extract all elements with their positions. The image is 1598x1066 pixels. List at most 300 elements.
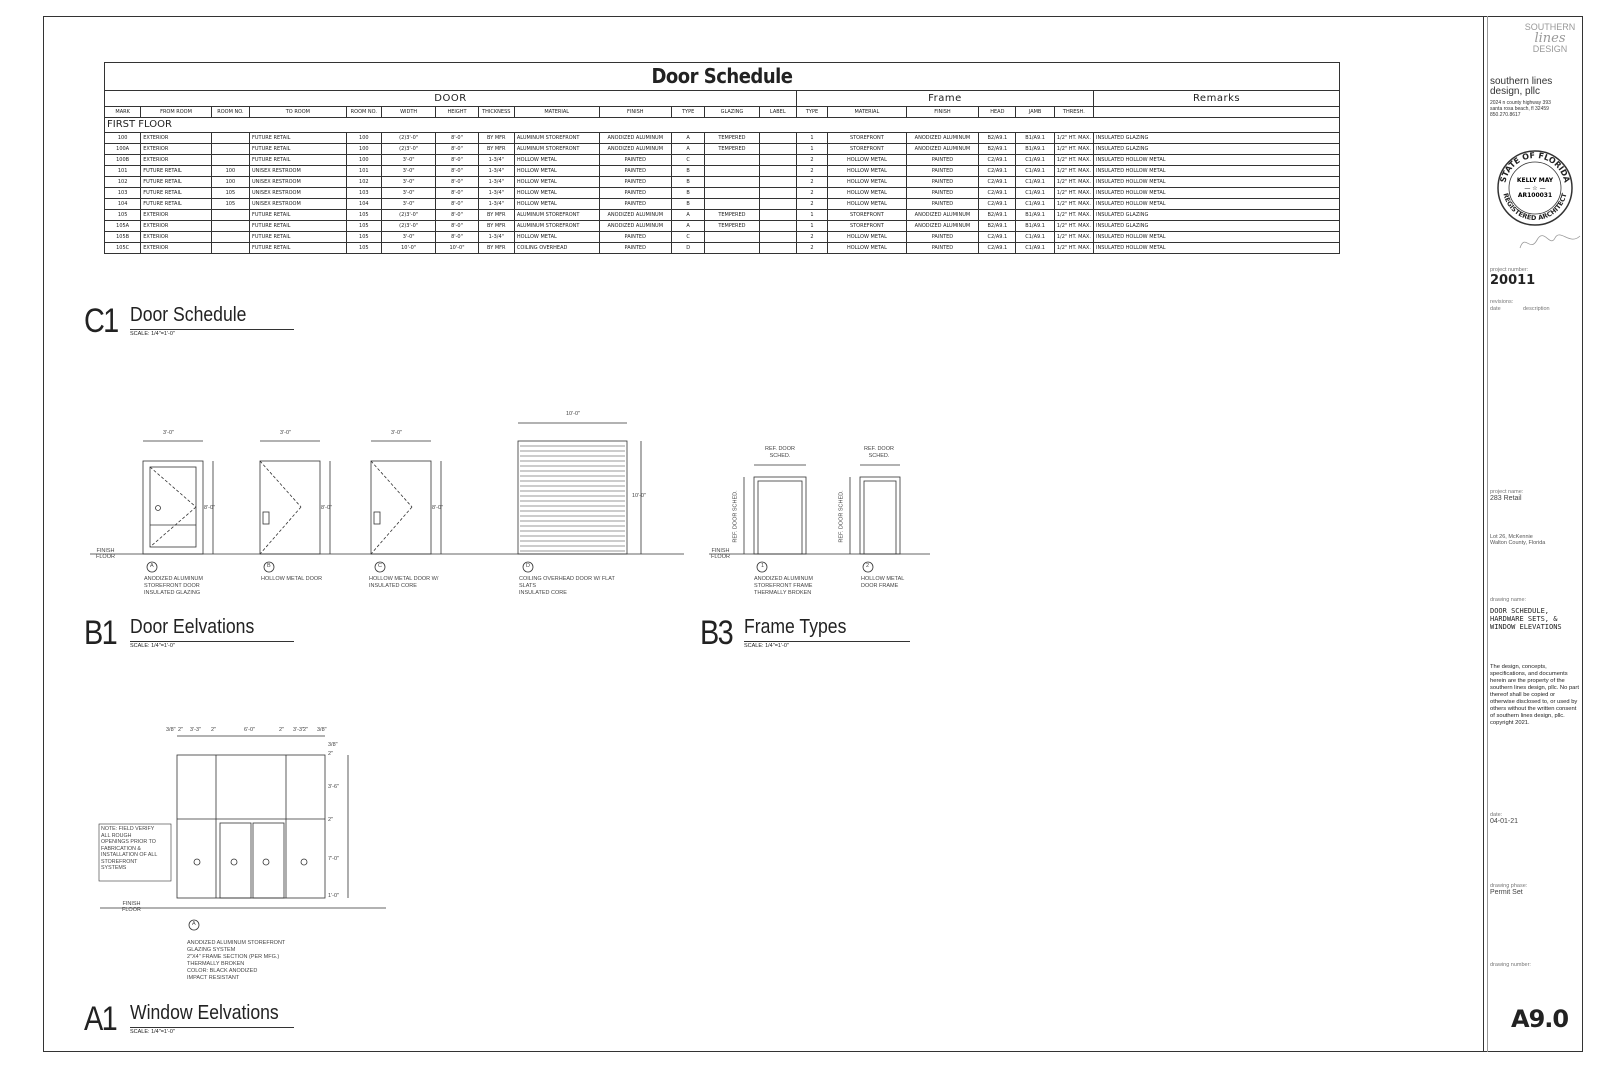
table-cell: 1/2" HT. MAX. [1054, 133, 1093, 144]
table-cell: 2 [796, 155, 827, 166]
firm-name [1490, 77, 1552, 97]
table-cell: 105B [105, 232, 141, 243]
drawing-scale: SCALE: 1/4"=1'-0" [744, 643, 789, 649]
table-cell: C1/A9.1 [1016, 243, 1054, 254]
table-cell: C1/A9.1 [1016, 232, 1054, 243]
window-description: ANODIZED ALUMINUM STOREFRONT GLAZING SYSTEM 2"X4" FRAME SECTION (PER MFG.) THERMALLY BROKEN COLOR: BLACK ANODIZED IMPACT RESISTANT [187, 940, 286, 981]
table-cell: 1/2" HT. MAX. [1054, 199, 1093, 210]
table-cell: 2 [796, 188, 827, 199]
table-cell: FUTURE RETAIL [250, 221, 347, 232]
table-cell: B1/A9.1 [1016, 221, 1054, 232]
column-header: MARK [105, 107, 141, 118]
drawing-name-line-2: HARDWARE SETS, & [1490, 615, 1558, 623]
table-cell: 8'-0" [436, 155, 478, 166]
table-cell: B [672, 199, 705, 210]
table-cell: 3'-0" [381, 177, 435, 188]
project-name: 283 Retail [1490, 495, 1522, 502]
window-side-dimension: 2" [328, 817, 334, 823]
table-cell: 104 [105, 199, 141, 210]
table-cell: PAINTED [906, 166, 979, 177]
table-cell: 8'-0" [436, 188, 478, 199]
frame-2-side-ref: REF. DOOR SCHED. [838, 490, 845, 543]
column-header: MATERIAL [828, 107, 907, 118]
group-door: DOOR [105, 91, 797, 107]
seal-stars: — ☆ — [1524, 185, 1546, 192]
table-cell: ANODIZED ALUMINUM [599, 221, 672, 232]
table-cell: 1-3/4" [478, 166, 514, 177]
logo-line-3: DESIGN [1532, 44, 1568, 54]
drawing-scale: SCALE: 1/4"=1'-0" [130, 643, 175, 649]
table-cell: FUTURE RETAIL [250, 210, 347, 221]
phase-value: Permit Set [1490, 889, 1523, 896]
project-number: 20011 [1490, 273, 1536, 288]
table-cell: UNISEX RESTROOM [250, 188, 347, 199]
column-header: THRESH. [1054, 107, 1093, 118]
table-cell: C1/A9.1 [1016, 177, 1054, 188]
window-side-dimension: 3/8" [328, 742, 338, 748]
table-cell: 8'-0" [436, 232, 478, 243]
drawing-name: Frame Types [744, 616, 847, 638]
copyright-notice: The design, concepts, specifications, and documents herein are the property of the southern lines design, pllc. No part thereof shall be copied or otherwise disclosed to, or used by others without the written consent of southern lines design, pllc. copyright 2021. [1490, 664, 1579, 726]
table-cell: INSULATED GLAZING [1094, 133, 1340, 144]
table-cell: 2 [796, 243, 827, 254]
window-top-dimension: 2" [279, 727, 285, 733]
column-header: FINISH [906, 107, 979, 118]
table-cell: C [672, 232, 705, 243]
table-cell: 102 [346, 177, 381, 188]
firm-name-line-1: southern lines [1490, 76, 1553, 87]
table-cell: (2)3'-0" [381, 221, 435, 232]
table-cell: EXTERIOR [141, 221, 212, 232]
table-cell: PAINTED [599, 199, 672, 210]
table-cell: ALUMINUM STOREFRONT [514, 210, 599, 221]
table-cell: 1/2" HT. MAX. [1054, 243, 1093, 254]
window-top-dimension: 3/8" [317, 727, 327, 733]
table-cell: TEMPERED [705, 221, 759, 232]
project-number-block [1490, 267, 1535, 288]
column-header: WIDTH [381, 107, 435, 118]
table-cell: PAINTED [906, 199, 979, 210]
table-cell: INSULATED HOLLOW METAL [1094, 232, 1340, 243]
table-cell: C2/A9.1 [979, 199, 1016, 210]
seal-number: AR100031 [1517, 192, 1553, 199]
frame-2-tag: 2 [866, 563, 870, 569]
frame-1-ref: REF. DOOR SCHED. [765, 446, 795, 459]
table-cell: 2 [796, 232, 827, 243]
drawing-name: Door Schedule [130, 304, 247, 326]
table-cell: ANODIZED ALUMINUM [906, 210, 979, 221]
table-cell: HOLLOW METAL [514, 232, 599, 243]
door-a-description: ANODIZED ALUMINUM STOREFRONT DOOR INSULATED GLAZING [144, 576, 203, 596]
drawing-name: Door Eelvations [130, 616, 255, 638]
table-cell: PAINTED [906, 155, 979, 166]
table-cell: FUTURE RETAIL [141, 177, 212, 188]
table-cell: A [672, 133, 705, 144]
table-cell: C2/A9.1 [979, 188, 1016, 199]
window-side-dimension: 2" [328, 751, 334, 757]
table-cell: B [672, 177, 705, 188]
window-top-dimension: 3'-3" [293, 727, 304, 733]
table-cell: PAINTED [599, 232, 672, 243]
door-d-outline [518, 441, 627, 554]
column-header: ROOM NO. [346, 107, 381, 118]
table-cell: C1/A9.1 [1016, 188, 1054, 199]
table-cell: HOLLOW METAL [828, 166, 907, 177]
drawing-scale: SCALE: 1/4"=1'-0" [130, 1029, 175, 1035]
frame-2-outline [860, 477, 900, 554]
location-line-1: Lot 26, McKennie [1490, 534, 1533, 540]
door-d-description: COILING OVERHEAD DOOR W/ FLAT SLATS INSULATED CORE [519, 576, 615, 596]
door-a-width: 3'-0" [163, 430, 174, 436]
table-cell: 8'-0" [436, 177, 478, 188]
table-cell: 100 [211, 166, 249, 177]
location-line-2: Walton County, Florida [1490, 540, 1546, 546]
table-cell: BY MFR [478, 210, 514, 221]
revisions-description-col: description [1523, 306, 1550, 312]
table-cell: 3'-0" [381, 166, 435, 177]
table-cell: 2 [796, 199, 827, 210]
frame-1-outline [754, 477, 806, 554]
table-cell: 100B [105, 155, 141, 166]
table-cell: (2)3'-0" [381, 133, 435, 144]
table-cell: 1-3/4" [478, 199, 514, 210]
table-cell: 1/2" HT. MAX. [1054, 210, 1093, 221]
table-cell: 1 [796, 210, 827, 221]
table-cell: EXTERIOR [141, 243, 212, 254]
window-tag: A [192, 921, 196, 927]
column-header: FINISH [599, 107, 672, 118]
table-cell: (2)3'-0" [381, 144, 435, 155]
group-frame: Frame [796, 91, 1093, 107]
table-cell: 105 [211, 199, 249, 210]
table-cell: INSULATED HOLLOW METAL [1094, 188, 1340, 199]
table-cell: 1-3/4" [478, 155, 514, 166]
table-cell: HOLLOW METAL [828, 177, 907, 188]
frame-1-tag: 1 [761, 563, 765, 569]
column-header: TYPE [796, 107, 827, 118]
table-cell: 1/2" HT. MAX. [1054, 155, 1093, 166]
table-cell: FUTURE RETAIL [250, 155, 347, 166]
table-cell: B [672, 166, 705, 177]
drawing-code: C1 [84, 302, 118, 340]
drawing-scale: SCALE: 1/4"=1'-0" [130, 331, 175, 337]
sheet-number: A9.0 [1511, 1005, 1569, 1033]
table-cell: 8'-0" [436, 210, 478, 221]
table-cell: FUTURE RETAIL [141, 188, 212, 199]
table-cell: 2 [796, 177, 827, 188]
table-cell: 1/2" HT. MAX. [1054, 166, 1093, 177]
table-cell: D [672, 243, 705, 254]
date-block [1490, 812, 1518, 825]
table-cell: STOREFRONT [828, 133, 907, 144]
door-b-tag: B [267, 563, 271, 569]
column-header: GLAZING [705, 107, 759, 118]
table-cell: PAINTED [906, 188, 979, 199]
table-cell: TEMPERED [705, 210, 759, 221]
table-cell: 105 [346, 221, 381, 232]
seal-top-text: STATE OF FLORIDA [1498, 150, 1572, 184]
drawing-name-block [1490, 597, 1562, 631]
firm-name-line-2: design, pllc [1490, 86, 1541, 97]
finish-floor-label-window: FINISH FLOOR [122, 901, 141, 913]
table-cell: FUTURE RETAIL [250, 232, 347, 243]
door-d-height: 10'-0" [632, 493, 647, 499]
table-cell: C2/A9.1 [979, 177, 1016, 188]
drawing-code: B3 [700, 614, 732, 652]
table-cell: HOLLOW METAL [828, 243, 907, 254]
firm-address [1490, 100, 1551, 118]
column-header: MATERIAL [514, 107, 599, 118]
table-cell: 1/2" HT. MAX. [1054, 144, 1093, 155]
frame-2-description: HOLLOW METAL DOOR FRAME [861, 576, 905, 589]
column-header: ROOM NO. [211, 107, 249, 118]
table-cell: UNISEX RESTROOM [250, 177, 347, 188]
table-cell: 10'-0" [381, 243, 435, 254]
address-phone: 850.270.8617 [1490, 112, 1521, 118]
project-name-label: project name: [1490, 489, 1524, 495]
table-cell: HOLLOW METAL [828, 188, 907, 199]
table-cell: ANODIZED ALUMINUM [599, 144, 672, 155]
table-cell: STOREFRONT [828, 144, 907, 155]
door-a-handle [156, 506, 161, 511]
drawing-name: Window Eelvations [130, 1002, 279, 1024]
table-cell: EXTERIOR [141, 210, 212, 221]
table-cell: UNISEX RESTROOM [250, 199, 347, 210]
door-c-description: HOLLOW METAL DOOR W/ INSULATED CORE [369, 576, 439, 589]
project-number-label: project number: [1490, 267, 1529, 273]
table-cell: 1-3/4" [478, 177, 514, 188]
logo-line-2: lines [1534, 31, 1566, 46]
table-cell: B1/A9.1 [1016, 210, 1054, 221]
table-cell: 8'-0" [436, 166, 478, 177]
table-cell: A [672, 210, 705, 221]
table-cell: PAINTED [906, 177, 979, 188]
address-line-1: 2024 n county highway 393 [1490, 100, 1551, 106]
table-cell: 105C [105, 243, 141, 254]
date-value: 04-01-21 [1490, 818, 1519, 825]
door-a-height: 8'-0" [204, 505, 215, 511]
table-cell: 1-3/4" [478, 232, 514, 243]
table-cell: ANODIZED ALUMINUM [906, 221, 979, 232]
schedule-title: Door Schedule [105, 63, 1340, 91]
column-header: HEAD [979, 107, 1016, 118]
table-cell: PAINTED [599, 243, 672, 254]
table-cell: INSULATED HOLLOW METAL [1094, 166, 1340, 177]
window-side-dimension: 1'-0" [328, 893, 339, 899]
table-cell: 3'-0" [381, 199, 435, 210]
table-cell: 100 [346, 155, 381, 166]
door-c-width: 3'-0" [391, 430, 402, 436]
table-cell: 105 [346, 210, 381, 221]
table-cell: HOLLOW METAL [514, 166, 599, 177]
table-cell: 105 [211, 188, 249, 199]
door-a-outline [143, 461, 203, 554]
architect-signature [1515, 228, 1585, 258]
seal-bottom-text: REGISTERED ARCHITECT [1501, 192, 1569, 223]
table-cell: C [672, 155, 705, 166]
revisions-date-col: date [1490, 306, 1501, 312]
table-cell: 8'-0" [436, 199, 478, 210]
table-cell: ANODIZED ALUMINUM [906, 144, 979, 155]
table-cell: INSULATED HOLLOW METAL [1094, 155, 1340, 166]
table-cell: 102 [105, 177, 141, 188]
group-remarks: Remarks [1094, 91, 1340, 107]
table-cell: 8'-0" [436, 144, 478, 155]
drawing-number-label: drawing number: [1490, 962, 1531, 968]
column-header: JAMB [1016, 107, 1054, 118]
table-cell: 10'-0" [436, 243, 478, 254]
date-label: date: [1490, 812, 1503, 818]
table-cell: B1/A9.1 [1016, 133, 1054, 144]
column-header: LABEL [759, 107, 796, 118]
table-cell: STOREFRONT [828, 210, 907, 221]
architect-seal [1495, 148, 1575, 228]
revisions-label: revisions: [1490, 299, 1514, 305]
seal-name: KELLY MAY [1516, 177, 1554, 184]
table-cell: ANODIZED ALUMINUM [906, 133, 979, 144]
table-cell: 1/2" HT. MAX. [1054, 232, 1093, 243]
project-name-block [1490, 489, 1523, 502]
finish-floor-label-frames: FINISH FLOOR [711, 548, 730, 560]
table-cell: TEMPERED [705, 133, 759, 144]
window-side-dimension: 7'-0" [328, 856, 339, 862]
table-cell: COILING OVERHEAD [514, 243, 599, 254]
table-cell: BY MFR [478, 243, 514, 254]
door-d-tag: D [526, 563, 530, 569]
table-cell: C2/A9.1 [979, 166, 1016, 177]
table-cell: INSULATED GLAZING [1094, 210, 1340, 221]
table-cell: TEMPERED [705, 144, 759, 155]
door-d-width: 10'-0" [566, 411, 581, 417]
table-cell: B2/A9.1 [979, 221, 1016, 232]
table-cell: BY MFR [478, 144, 514, 155]
frame-1-side-ref: REF. DOOR SCHED. [732, 490, 739, 543]
drawing-code: A1 [84, 1000, 116, 1038]
finish-floor-label: FINISH FLOOR [96, 548, 115, 560]
door-c-tag: C [378, 563, 382, 569]
drawing-name-text [1490, 607, 1562, 631]
table-cell: PAINTED [599, 177, 672, 188]
table-cell: 101 [346, 166, 381, 177]
table-cell: UNISEX RESTROOM [250, 166, 347, 177]
table-cell: INSULATED GLAZING [1094, 221, 1340, 232]
table-cell: 103 [346, 188, 381, 199]
window-top-dimension: 3/8" [166, 727, 176, 733]
table-cell: 100A [105, 144, 141, 155]
table-cell: 3'-0" [381, 155, 435, 166]
table-cell: STOREFRONT [828, 221, 907, 232]
table-cell: FUTURE RETAIL [250, 144, 347, 155]
table-cell: 100 [105, 133, 141, 144]
table-cell: 1 [796, 133, 827, 144]
address-line-2: santa rosa beach, fl 32459 [1490, 106, 1549, 112]
table-cell: (2)3'-0" [381, 210, 435, 221]
window-top-dimension: 3'-3" [190, 727, 201, 733]
table-cell: 1 [796, 144, 827, 155]
table-cell: HOLLOW METAL [514, 155, 599, 166]
table-cell: PAINTED [599, 166, 672, 177]
table-cell: ANODIZED ALUMINUM [599, 210, 672, 221]
door-c-height: 8'-0" [432, 505, 443, 511]
table-cell: PAINTED [906, 232, 979, 243]
table-cell: 8'-0" [436, 221, 478, 232]
column-header: TYPE [672, 107, 705, 118]
window-note: NOTE: FIELD VERIFY ALL ROUGH OPENINGS PRIOR TO FABRICATION & INSTALLATION OF ALL STOREFRONT SYSTEMS [101, 826, 158, 871]
drawing-code: B1 [84, 614, 116, 652]
firm-logo [1510, 22, 1590, 55]
table-cell: EXTERIOR [141, 155, 212, 166]
table-cell: 2 [796, 166, 827, 177]
table-cell: 100 [211, 177, 249, 188]
table-cell: FUTURE RETAIL [141, 199, 212, 210]
table-cell: PAINTED [599, 155, 672, 166]
table-cell: EXTERIOR [141, 144, 212, 155]
drawing-name-line-3: WINDOW ELEVATIONS [1490, 623, 1562, 631]
table-cell: 1/2" HT. MAX. [1054, 177, 1093, 188]
window-top-dimension: 2" [178, 727, 184, 733]
table-cell: PAINTED [906, 243, 979, 254]
table-cell: ALUMINUM STOREFRONT [514, 144, 599, 155]
table-cell: 1 [796, 221, 827, 232]
table-cell: ALUMINUM STOREFRONT [514, 221, 599, 232]
revisions-block [1490, 299, 1550, 312]
frame-1-description: ANODIZED ALUMINUM STOREFRONT FRAME THERMALLY BROKEN [754, 576, 813, 596]
table-cell: PAINTED [599, 188, 672, 199]
table-cell: HOLLOW METAL [828, 155, 907, 166]
table-cell: 1/2" HT. MAX. [1054, 221, 1093, 232]
table-cell: BY MFR [478, 221, 514, 232]
table-cell: EXTERIOR [141, 133, 212, 144]
door-b-description: HOLLOW METAL DOOR [261, 576, 323, 582]
table-cell: HOLLOW METAL [514, 199, 599, 210]
table-cell: BY MFR [478, 133, 514, 144]
window-top-dimension: 2" [211, 727, 217, 733]
project-location [1490, 534, 1545, 546]
table-cell: HOLLOW METAL [828, 199, 907, 210]
table-cell: 105 [346, 232, 381, 243]
table-cell: INSULATED HOLLOW METAL [1094, 177, 1340, 188]
table-cell: B2/A9.1 [979, 144, 1016, 155]
table-cell: FUTURE RETAIL [250, 133, 347, 144]
table-cell: 101 [105, 166, 141, 177]
table-cell: ALUMINUM STOREFRONT [514, 133, 599, 144]
table-cell: 3'-0" [381, 188, 435, 199]
table-cell: ANODIZED ALUMINUM [599, 133, 672, 144]
table-cell: 104 [346, 199, 381, 210]
door-b-height: 8'-0" [321, 505, 332, 511]
window-top-dimension: 6'-0" [244, 727, 255, 733]
column-header: FROM ROOM [141, 107, 212, 118]
table-cell: C2/A9.1 [979, 243, 1016, 254]
door-b-width: 3'-0" [280, 430, 291, 436]
table-cell: 8'-0" [436, 133, 478, 144]
column-header: THICKNESS [478, 107, 514, 118]
table-cell: C2/A9.1 [979, 155, 1016, 166]
table-cell: C1/A9.1 [1016, 199, 1054, 210]
table-cell: C2/A9.1 [979, 232, 1016, 243]
table-cell: FUTURE RETAIL [141, 166, 212, 177]
table-cell: INSULATED HOLLOW METAL [1094, 243, 1340, 254]
column-header: HEIGHT [436, 107, 478, 118]
table-cell: B1/A9.1 [1016, 144, 1054, 155]
table-cell: HOLLOW METAL [828, 232, 907, 243]
table-cell: INSULATED GLAZING [1094, 144, 1340, 155]
table-cell: 103 [105, 188, 141, 199]
table-cell: 3'-0" [381, 232, 435, 243]
table-cell: 105 [346, 243, 381, 254]
table-cell: A [672, 144, 705, 155]
drawing-name-label: drawing name: [1490, 597, 1527, 603]
